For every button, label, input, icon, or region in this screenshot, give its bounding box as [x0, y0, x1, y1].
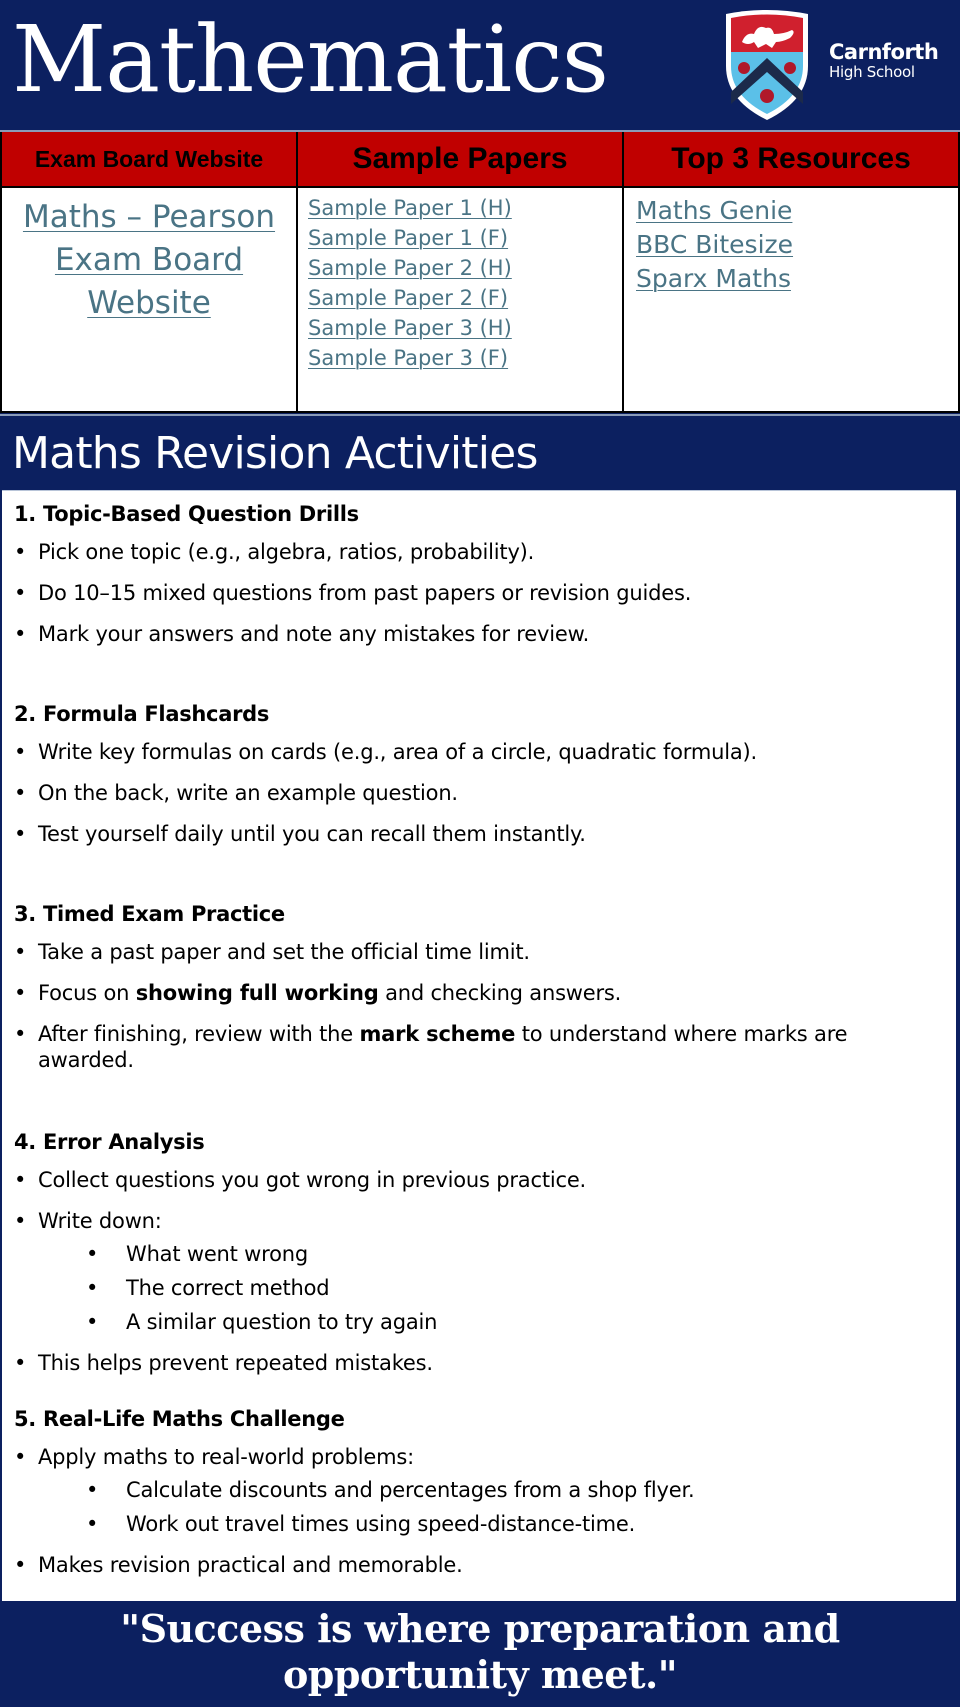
activity-heading: 5. Real-Life Maths Challenge — [14, 1407, 345, 1431]
sample-paper-link[interactable]: Sample Paper 1 (H) — [308, 196, 512, 220]
activity-5 — [14, 1406, 694, 1578]
activity-heading: 2. Formula Flashcards — [14, 702, 270, 726]
footer-quote — [0, 1601, 960, 1707]
revision-activities-banner — [0, 414, 960, 490]
page-header — [0, 0, 960, 128]
quote-line-2: opportunity meet." — [282, 1652, 678, 1697]
activity-1 — [14, 501, 691, 647]
exam-board-website-link[interactable]: Maths – Pearson Exam Board Website — [22, 199, 276, 321]
bullet-item: • Take a past paper and set the official time limit. — [14, 939, 914, 965]
sample-paper-link[interactable]: Sample Paper 3 (H) — [308, 316, 512, 340]
bullet-item: • Apply maths to real-world problems: — [14, 1444, 694, 1470]
school-name-line2: High School — [829, 63, 915, 81]
page-title: Mathematics — [12, 6, 608, 113]
bullet-item: • Write down: — [14, 1208, 586, 1234]
bullet-item — [14, 1021, 868, 1073]
resource-link-bbc-bitesize[interactable]: BBC Bitesize — [636, 230, 794, 259]
activity-heading: 1. Topic-Based Question Drills — [14, 502, 359, 526]
bullet-item: • Makes revision practical and memorable. — [14, 1552, 694, 1578]
bullet-bold-text: mark scheme — [359, 1022, 516, 1046]
sample-paper-link[interactable]: Sample Paper 1 (F) — [308, 226, 509, 250]
quote-line-1: "Success is where preparation and — [120, 1606, 840, 1651]
activity-2 — [14, 701, 757, 847]
bullet-item: • Collect questions you got wrong in previous practice. — [14, 1167, 586, 1193]
activity-heading: 4. Error Analysis — [14, 1130, 205, 1154]
resource-link-sparx-maths[interactable]: Sparx Maths — [636, 264, 791, 293]
school-crest-icon — [722, 8, 812, 122]
resource-link-maths-genie[interactable]: Maths Genie — [636, 196, 793, 225]
bullet-text: to understand where marks are awarded. — [38, 1022, 848, 1072]
bullet-text: Focus on — [38, 981, 136, 1005]
sample-paper-link[interactable]: Sample Paper 2 (H) — [308, 256, 512, 280]
bullet-item: • Write key formulas on cards (e.g., area of a circle, quadratic formula). — [14, 739, 757, 765]
bullet-item: • Do 10–15 mixed questions from past papers or revision guides. — [14, 580, 691, 606]
sample-paper-link[interactable]: Sample Paper 3 (F) — [308, 346, 509, 370]
sample-paper-link[interactable]: Sample Paper 2 (F) — [308, 286, 509, 310]
top-resources-column — [624, 132, 960, 411]
bullet-item: • Test yourself daily until you can recall them instantly. — [14, 821, 757, 847]
sub-bullet-item: • What went wrong — [14, 1241, 586, 1267]
sub-bullet-item: • The correct method — [14, 1275, 586, 1301]
column-heading-top-resources: Top 3 Resources — [624, 132, 958, 188]
bullet-item — [14, 980, 914, 1006]
exam-board-column — [0, 132, 298, 411]
bullet-item: • On the back, write an example question. — [14, 780, 757, 806]
sample-papers-column — [298, 132, 624, 411]
resources-table — [0, 130, 960, 413]
bullet-item: • Mark your answers and note any mistakes for review. — [14, 621, 691, 647]
column-heading-exam-board: Exam Board Website — [2, 132, 296, 188]
bullet-text: After finishing, review with the — [38, 1022, 360, 1046]
table-bottom-border — [0, 411, 960, 413]
activity-4 — [14, 1129, 586, 1376]
activity-3 — [14, 901, 914, 1073]
column-heading-sample-papers: Sample Papers — [298, 132, 622, 188]
top-resources-list — [624, 188, 958, 296]
school-name — [829, 42, 938, 80]
quote-text — [0, 1601, 960, 1698]
bullet-bold-text: showing full working — [135, 981, 379, 1005]
sub-bullet-item: • Work out travel times using speed-distance-time. — [14, 1511, 694, 1537]
sub-bullet-item: • A similar question to try again — [14, 1309, 586, 1335]
bullet-item: • Pick one topic (e.g., algebra, ratios, probability). — [14, 539, 691, 565]
activity-heading: 3. Timed Exam Practice — [14, 902, 285, 926]
school-name-line1: Carnforth — [829, 40, 939, 64]
activities-content — [2, 490, 956, 1601]
sub-bullet-item: • Calculate discounts and percentages from a shop flyer. — [14, 1477, 694, 1503]
bullet-item: • This helps prevent repeated mistakes. — [14, 1350, 586, 1376]
bullet-text: and checking answers. — [378, 981, 622, 1005]
sample-papers-list — [298, 188, 622, 373]
section-title: Maths Revision Activities — [12, 428, 538, 479]
